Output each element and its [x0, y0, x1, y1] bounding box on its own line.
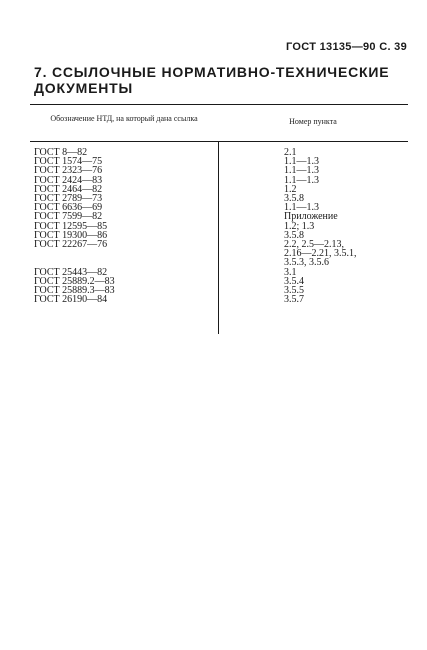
section-number-cell: 3.5.8 [284, 229, 304, 241]
document-cell: ГОСТ 26190—84 [34, 294, 108, 306]
section-number-column [284, 148, 408, 304]
section-number-cell: 1.1—1.3 [284, 156, 319, 168]
document-column [34, 148, 214, 304]
document-cell: ГОСТ 1574—75 [34, 156, 103, 168]
document-cell: ГОСТ 19300—86 [34, 229, 108, 241]
document-cell: ГОСТ 25889.2—83 [34, 275, 115, 287]
section-number-cell: 1.1—1.3 [284, 174, 319, 186]
column-header-document: Обозначение НТД, на который дана ссылка [50, 114, 198, 123]
column-header-section-number: Номер пункта [289, 117, 337, 126]
document-cell: ГОСТ 7599—82 [34, 211, 103, 223]
section-title: 7. ССЫЛОЧНЫЕ НОРМАТИВНО-ТЕХНИЧЕСКИЕ ДОКУМЕНТЫ [34, 64, 390, 96]
document-cell: ГОСТ 2424—83 [34, 174, 103, 186]
document-cell: ГОСТ 2323—76 [34, 165, 103, 177]
section-number-cell: 1.2 [284, 183, 297, 195]
table-header-row [30, 105, 408, 142]
document-cell: ГОСТ 25889.3—83 [34, 285, 115, 297]
row-spacer [34, 249, 214, 267]
section-number-cell: 2.1 [284, 147, 297, 158]
page-reference: ГОСТ 13135—90 С. 39 [286, 41, 407, 53]
document-cell: ГОСТ 22267—76 [34, 239, 108, 251]
section-number-cell: 3.5.3, 3.5.6 [284, 257, 329, 269]
section-number-cell: 3.5.4 [284, 275, 304, 287]
document-cell: ГОСТ 6636—69 [34, 202, 103, 214]
section-number-cell: 1.1—1.3 [284, 165, 319, 177]
section-number-cell: 2.16—2.21, 3.5.1, [284, 248, 357, 260]
table-body [30, 142, 408, 334]
section-number-cell: 3.5.5 [284, 285, 304, 297]
section-number-cell: 3.5.7 [284, 294, 304, 306]
section-number-cell: 2.2, 2.5—2.13, [284, 239, 344, 251]
column-divider [218, 142, 219, 334]
document-cell: ГОСТ 12595—85 [34, 220, 108, 232]
section-number-cell: 1.1—1.3 [284, 202, 319, 214]
references-table [30, 104, 408, 334]
section-number-cell: Приложение [284, 211, 338, 223]
document-cell: ГОСТ 2464—82 [34, 183, 103, 195]
section-number-cell: 1.2; 1.3 [284, 220, 315, 232]
section-number-cell: 3.1 [284, 266, 297, 278]
document-cell: ГОСТ 25443—82 [34, 266, 108, 278]
document-cell: ГОСТ 2789—73 [34, 193, 103, 205]
section-number-cell: 3.5.8 [284, 193, 304, 205]
document-cell: ГОСТ 8—82 [34, 147, 88, 158]
